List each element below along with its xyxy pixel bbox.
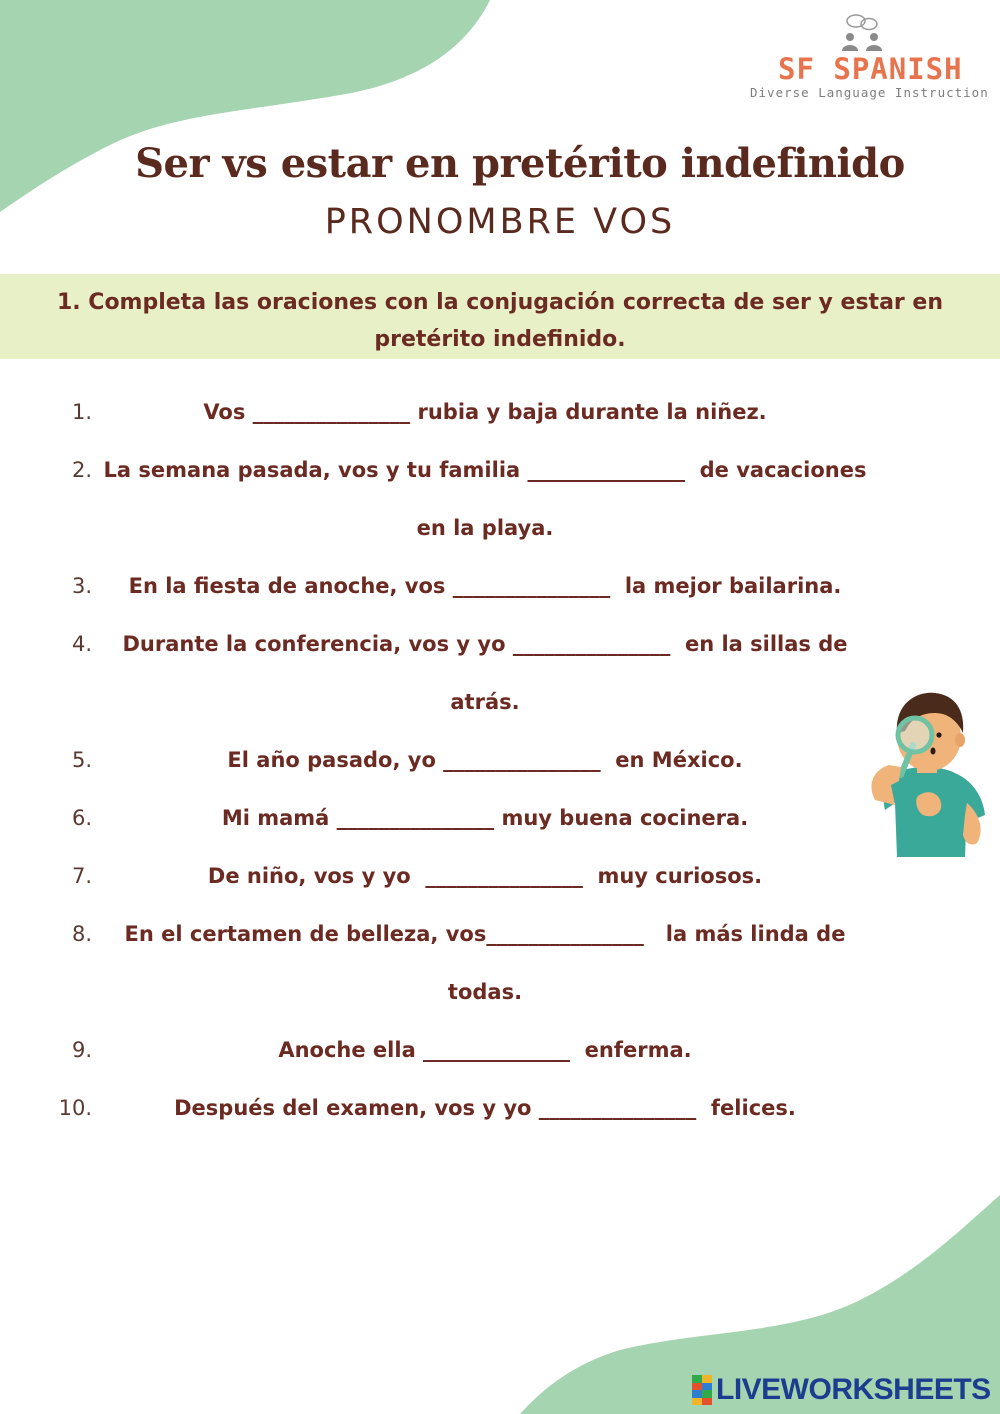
item-number: 2. (71, 458, 92, 482)
item-sentence: Anoche ella ______________ enferma. (278, 1038, 692, 1062)
logo-name: SF SPANISH (778, 52, 963, 86)
item-number: 10. (58, 1096, 92, 1120)
exercise-item[interactable] (0, 1090, 1000, 1126)
item-sentence: En la fiesta de anoche, vos _______________ la mejor bailarina. (128, 574, 842, 598)
exercise-item[interactable] (0, 452, 1000, 488)
people-chat-icon (838, 12, 888, 54)
item-number: 8. (71, 922, 92, 946)
worksheet-title: Ser vs estar en pretérito indefinido (135, 140, 905, 187)
instruction-line-1: 1. Completa las oraciones con la conjugación correcta de ser y estar en (56, 290, 944, 315)
instruction-line-2: pretérito indefinido. (374, 327, 626, 352)
logo-tagline: Diverse Language Instruction (750, 85, 989, 100)
item-sentence: La semana pasada, vos y tu familia _______________ de vacaciones (103, 458, 867, 482)
instruction-text (30, 284, 970, 358)
exercise-item[interactable] (0, 568, 1000, 604)
exercise-item[interactable] (0, 626, 1000, 662)
exercise-item[interactable] (0, 800, 1000, 836)
liveworksheets-logo-icon (692, 1375, 712, 1405)
item-sentence: todas. (447, 980, 523, 1004)
worksheet-subtitle: PRONOMBRE VOS (324, 202, 676, 242)
item-number: 4. (71, 632, 92, 656)
item-sentence: Después del examen, vos y yo _______________ felices. (174, 1096, 796, 1120)
item-number: 1. (71, 400, 92, 424)
exercise-item[interactable] (0, 394, 1000, 430)
sf-spanish-logo (748, 10, 989, 105)
liveworksheets-brand (692, 1373, 991, 1407)
item-number: 3. (71, 574, 92, 598)
item-sentence: atrás. (450, 690, 520, 714)
exercise-item-continuation (0, 684, 1000, 720)
item-sentence: en la playa. (416, 516, 554, 540)
item-number: 7. (71, 864, 92, 888)
exercise-item-continuation (0, 510, 1000, 546)
exercise-item-continuation (0, 974, 1000, 1010)
item-sentence: Vos _______________ rubia y baja durante la niñez. (203, 400, 767, 424)
item-number: 9. (71, 1038, 92, 1062)
item-sentence: El año pasado, yo _______________ en México. (227, 748, 743, 772)
boy-magnifying-glass-illustration (855, 685, 990, 865)
item-sentence: De niño, vos y yo _______________ muy curiosos. (207, 864, 763, 888)
exercise-item[interactable] (0, 742, 1000, 778)
item-sentence: Durante la conferencia, vos y yo _______________ en la sillas de (122, 632, 848, 656)
exercise-item[interactable] (0, 1032, 1000, 1068)
liveworksheets-wordmark: LIVEWORKSHEETS (716, 1373, 991, 1406)
exercise-item[interactable] (0, 916, 1000, 952)
item-sentence: En el certamen de belleza, vos_______________ la más linda de (124, 922, 846, 946)
item-number: 6. (71, 806, 92, 830)
item-number: 5. (71, 748, 92, 772)
exercise-item[interactable] (0, 858, 1000, 894)
item-sentence: Mi mamá _______________ muy buena cocinera. (221, 806, 749, 830)
